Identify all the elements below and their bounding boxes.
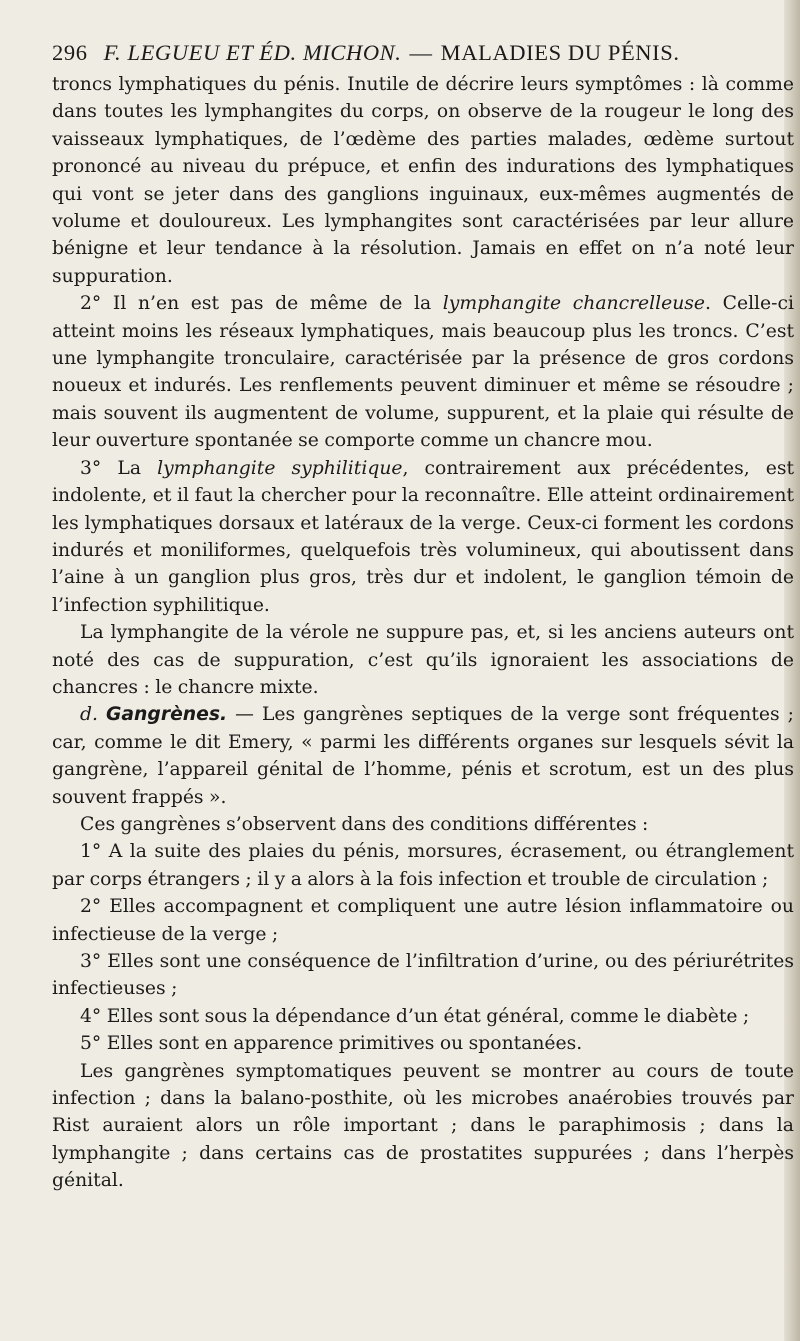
text-run: La lymphangite de la vérole ne suppure pas, et, si les anciens auteurs ont noté des cas de suppuration, c’est qu’ils ignoraient les associations de chancres : le chancre mixte. [52, 622, 794, 698]
page-number: 296 [52, 40, 88, 65]
section-heading: Gangrènes. [106, 704, 228, 726]
paragraph [52, 948, 794, 1003]
book-page [52, 40, 794, 1195]
italic-term: lymphangite syphilitique [157, 457, 403, 479]
text-run: 3° Elles sont une conséquence de l’infiltration d’urine, ou des périurétrites infectieuses ; [52, 951, 794, 1000]
text-run: . Celle-ci atteint moins les réseaux lymphatiques, mais beaucoup plus les troncs. C’est une lymphangite tronculaire, caractérisée par la présence de gros cordons noueux et indurés. Les renflements peuvent diminuer et même se résoudre ; mais souvent ils augmentent de volume, suppurent, et la plaie qui résulte de leur ouverture spontanée se comporte comme un chancre mou. [52, 293, 794, 452]
text-run: Ces gangrènes s’observent dans des conditions différentes : [80, 813, 649, 835]
paragraph [52, 1003, 794, 1030]
paragraph [52, 290, 794, 454]
text-run: , contrairement aux précédentes, est indolente, et il faut la chercher pour la reconnaître. Elle atteint ordinairement les lymphatiques dorsaux et latéraux de la verge. Ceux-ci forment les cordons indurés et moniliformes, quelquefois très volumineux, qui aboutissent dans l’aine à un ganglion plus gros, très dur et indolent, le ganglion témoin de l’infection syphilitique. [52, 457, 794, 616]
paragraph [52, 1058, 794, 1195]
header-title: MALADIES DU PÉNIS. [440, 40, 680, 65]
italic-term: lymphangite chancrelleuse [442, 293, 706, 315]
paragraph [52, 619, 794, 701]
text-run: — Les gangrènes septiques de la verge sont fréquentes ; car, comme le dit Emery, « parmi les différents organes sur lesquels sévit la gangrène, l’appareil génital de l’homme, pénis et scrotum, est un des plus souvent frappés ». [52, 704, 794, 808]
text-run: 1° A la suite des plaies du pénis, morsures, écrasement, ou étranglement par corps étrangers ; il y a alors à la fois infection et trouble de circulation ; [52, 841, 794, 890]
header-separator: — [409, 40, 433, 65]
paragraph [52, 1030, 794, 1057]
paragraph [52, 838, 794, 893]
paragraph [52, 811, 794, 838]
paragraph [52, 701, 794, 811]
running-header [52, 40, 794, 66]
text-run: 5° Elles sont en apparence primitives ou spontanées. [80, 1033, 583, 1055]
text-run: 2° Il n’en est pas de même de la [80, 293, 443, 315]
text-run: troncs lymphatiques du pénis. Inutile de décrire leurs symptômes : là comme dans toutes les lymphangites du corps, on observe de la rougeur le long des vaisseaux lymphatiques, de l’œdème des parties malades, œdème surtout prononcé au niveau du prépuce, et enfin des indurations des lymphatiques qui vont se jeter dans des ganglions inguinaux, eux-mêmes augmentés de volume et douloureux. Les lymphangites sont caractérisées par leur allure bénigne et leur tendance à la résolution. Jamais en effet on n’a noté leur suppuration. [52, 74, 794, 287]
italic-term: d. [80, 704, 107, 726]
paragraph [52, 893, 794, 948]
body-text [52, 71, 794, 1195]
header-authors: F. LEGUEU ET ÉD. MICHON. [103, 40, 402, 65]
text-run: 2° Elles accompagnent et compliquent une autre lésion inflammatoire ou infectieuse de la verge ; [52, 896, 794, 945]
text-run: 4° Elles sont sous la dépendance d’un état général, comme le diabète ; [80, 1005, 750, 1027]
text-run: Les gangrènes symptomatiques peuvent se montrer au cours de toute infection ; dans la balano-posthite, où les microbes anaérobies trouvés par Rist auraient alors un rôle important ; dans le paraphimosis ; dans la lymphangite ; dans certains cas de prostatites suppurées ; dans l’herpès génital. [52, 1060, 794, 1192]
paragraph [52, 71, 794, 290]
paragraph [52, 455, 794, 619]
text-run: 3° La [80, 457, 158, 479]
